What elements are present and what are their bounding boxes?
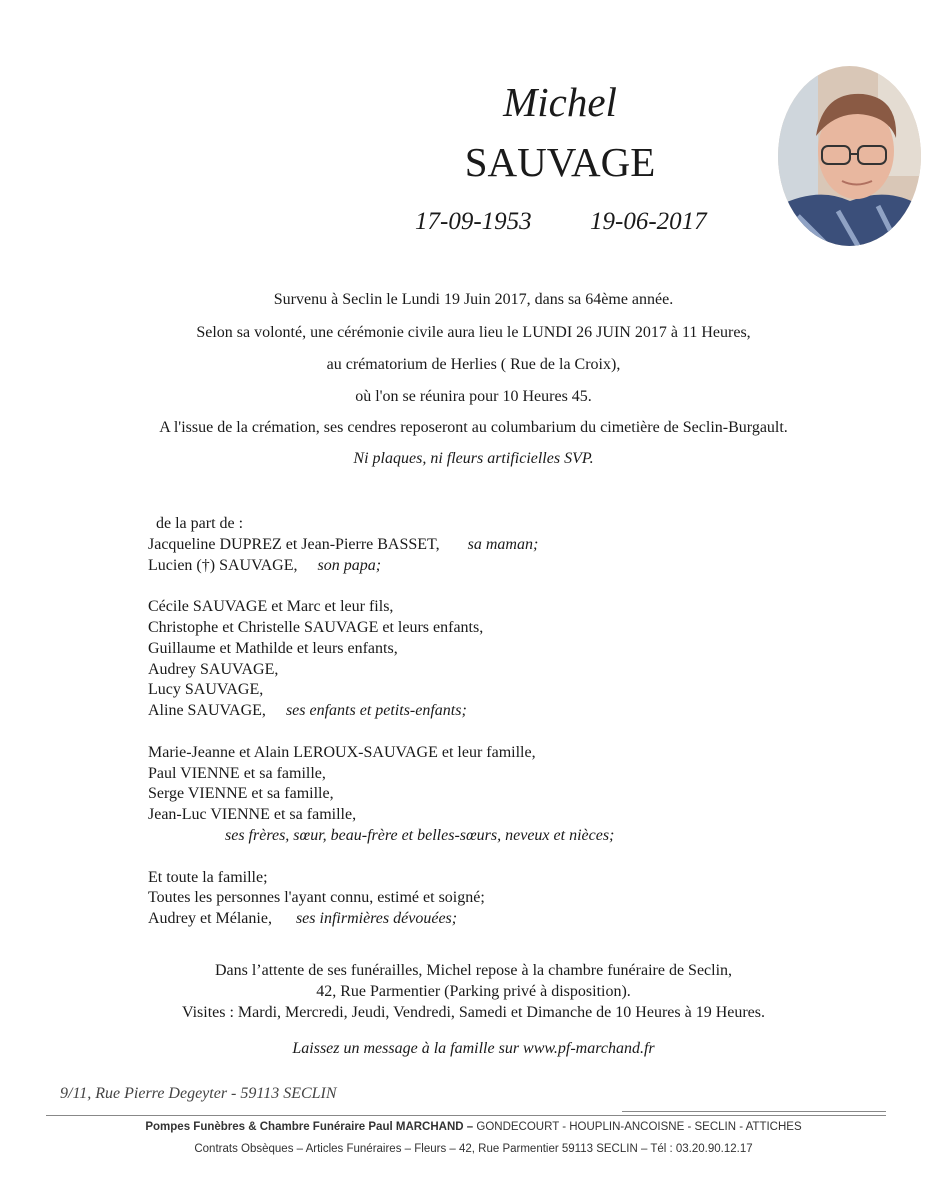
family-child: Lucy SAUVAGE, — [148, 681, 264, 699]
family-sibling: Paul VIENNE et sa famille, — [148, 764, 326, 782]
message-link: Laissez un message à la famille sur www.pf-marchand.fr — [292, 1040, 655, 1057]
company-services: Contrats Obsèques – Articles Funéraires – Fleurs – 42, Rue Parmentier 59113 SECLIN – Tél : 03.20.90.12.17 — [194, 1143, 753, 1155]
announcement-line: A l'issue de la crémation, ses cendres reposeront au columbarium du cimetière de Seclin-Burgault. — [159, 419, 788, 436]
family-other: Toutes les personnes l'ayant connu, estimé et soigné; — [148, 889, 485, 907]
visitation-line: Visites : Mardi, Mercredi, Jeudi, Vendredi, Samedi et Dimanche de 10 Heures à 19 Heures. — [181, 1004, 766, 1021]
announcement-line: Survenu à Seclin le Lundi 19 Juin 2017, dans sa 64ème année. — [273, 291, 674, 308]
siblings-role: ses frères, sœur, beau-frère et belles-sœurs, neveux et nièces; — [225, 826, 615, 844]
family-nurses: Audrey et Mélanie, ses infirmières dévouées; — [148, 910, 458, 928]
family-sibling: Jean-Luc VIENNE et sa famille, — [148, 806, 357, 824]
company-locations: GONDECOURT - HOUPLIN-ANCOISNE - SECLIN - ATTICHES — [476, 1121, 802, 1133]
family-sibling: Marie-Jeanne et Alain LEROUX-SAUVAGE et leur famille, — [148, 743, 536, 761]
company-address: 9/11, Rue Pierre Degeyter - 59113 SECLIN — [60, 1085, 337, 1102]
first-name: Michel — [503, 79, 617, 125]
family-child: Christophe et Christelle SAUVAGE et leurs enfants, — [148, 618, 484, 636]
last-name: SAUVAGE — [464, 139, 656, 185]
family-other: Et toute la famille; — [148, 868, 268, 886]
death-date: 19-06-2017 — [590, 208, 707, 235]
divider — [46, 1115, 886, 1116]
family-intro: de la part de : — [156, 515, 244, 532]
family-child: Aline SAUVAGE, ses enfants et petits-enfants; — [148, 702, 467, 720]
family-parent: Jacqueline DUPREZ et Jean-Pierre BASSET, sa maman; — [148, 535, 539, 553]
company-line — [0, 1121, 947, 1133]
family-child: Audrey SAUVAGE, — [148, 660, 279, 678]
family-sibling: Serge VIENNE et sa famille, — [148, 785, 334, 803]
family-child: Guillaume et Mathilde et leurs enfants, — [148, 639, 398, 657]
divider — [622, 1111, 886, 1112]
company-name: Pompes Funèbres & Chambre Funéraire Paul MARCHAND – — [145, 1121, 474, 1133]
announcement-line: Selon sa volonté, une cérémonie civile aura lieu le LUNDI 26 JUIN 2017 à 11 Heures, — [196, 324, 751, 341]
flowers-note: Ni plaques, ni fleurs artificielles SVP. — [353, 450, 594, 467]
family-child: Cécile SAUVAGE et Marc et leur fils, — [148, 598, 394, 616]
family-parent: Lucien (†) SAUVAGE, son papa; — [148, 556, 382, 574]
announcement-line: au crématorium de Herlies ( Rue de la Croix), — [326, 356, 621, 373]
announcement-line: où l'on se réunira pour 10 Heures 45. — [355, 388, 592, 405]
family-list — [148, 514, 614, 930]
visitation-line: Dans l’attente de ses funérailles, Michel repose à la chambre funéraire de Seclin, — [214, 962, 733, 979]
visitation-line: 42, Rue Parmentier (Parking privé à disposition). — [316, 983, 631, 1000]
birth-date: 17-09-1953 — [415, 208, 532, 235]
portrait-photo — [778, 66, 921, 246]
